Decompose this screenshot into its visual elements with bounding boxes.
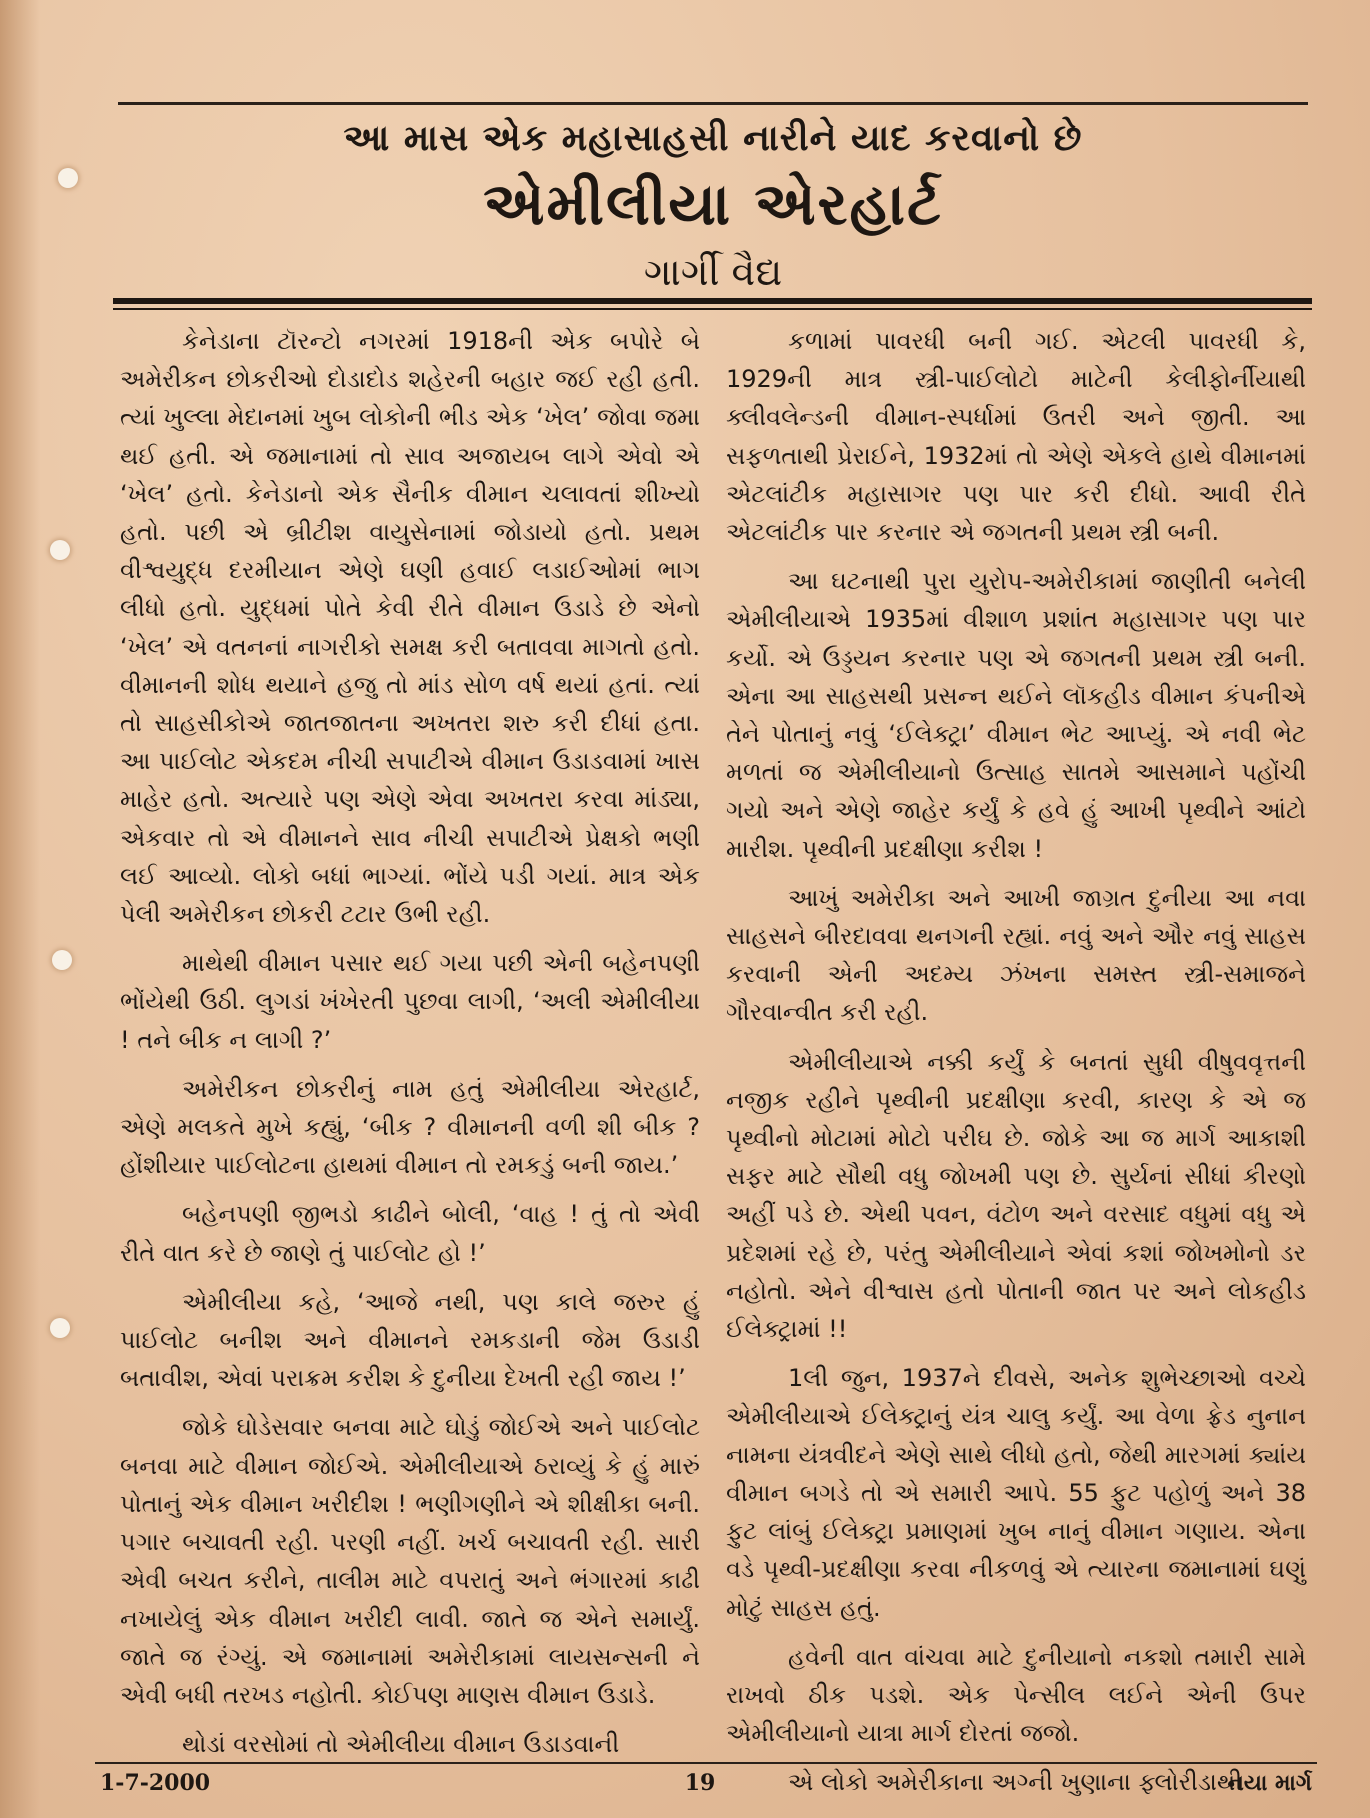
article-kicker: આ માસ એક મહાસાહસી નારીને યાદ કરવાનો છે [343,118,1083,159]
article-title: એમીલીયા એરહાર્ટ [483,170,943,238]
article-author: ગાર્ગી વૈદ્ય [643,250,783,294]
paragraph: થોડાં વરસોમાં તો એમીલીયા વીમાન ઉડાડવાની [182,1730,620,1759]
footer-rule [95,1762,1317,1764]
paragraph: જોકે ઘોડેસવાર બનવા માટે ઘોડું જોઈએ અને પાઈલોટ બનવા માટે વીમાન જોઈએ. એમીલીયાએ ઠરાવ્યું કે હું મારું પોતાનું એક વીમાન ખરીદીશ ! ભણીગણીને એ શીક્ષીકા બની. પગાર બચાવતી રહી. પરણી નહીં. ખર્ચ બચાવતી રહી. સારી એવી બચત કરીને, તાલીમ માટે વપરાતું અને ભંગારમાં કાઢી નખાયેલું એક વીમાન ખરીદી લાવી. જાતે જ એને સમાર્યું. જાતે જ રંગ્યું. એ જમાનામાં અમેરીકામાં લાયસન્સની ને એવી બધી તરખડ નહોતી. કોઈપણ માણસ વીમાન ઉડાડે. [120,1413,700,1709]
paragraph: એમીલીયા કહે, ‘આજે નથી, પણ કાલે જરુર હું પાઈલોટ બનીશ અને વીમાનને રમકડાની જેમ ઉડાડી બતાવીશ, એવાં પરાક્રમ કરીશ કે દુનીયા દેખતી રહી જાય !’ [120,1287,700,1393]
page-number: 19 [684,1770,716,1796]
binding-hole [50,1318,70,1338]
right-column [726,322,1306,1813]
left-column [120,322,700,1774]
binding-hole [52,950,72,970]
top-rule [118,102,1308,105]
header-rule-thick [113,298,1312,304]
paragraph: માથેથી વીમાન પસાર થઈ ગયા પછી એની બહેનપણી ભોંયેથી ઉઠી. લુગડાં ખંખેરતી પુછવા લાગી, ‘અલી એમીલીયા ! તને બીક ન લાગી ?’ [120,949,700,1054]
binding-hole [58,168,78,188]
header-rule-thin [113,308,1312,310]
paragraph: એ લોકો અમેરીકાના અગ્ની ખુણાના ફ્લોરીડાથી [788,1768,1243,1797]
footer-date: 1-7-2000 [100,1770,211,1796]
paragraph: કળામાં પાવરધી બની ગઈ. એટલી પાવરધી કે, 1929ની માત્ર સ્ત્રી-પાઈલોટો માટેની કેલીફોર્નીયાથી ક્લીવલેન્ડની વીમાન-સ્પર્ધામાં ઉતરી અને જીતી. આ સફળતાથી પ્રેરાઈને, 1932માં તો એણે એકલે હાથે વીમાનમાં એટલાંટીક મહાસાગર પણ પાર કરી દીધો. આવી રીતે એટલાંટીક પાર કરનાર એ જગતની પ્રથમ સ્ત્રી બની. [726,327,1306,547]
paragraph: બહેનપણી જીભડો કાઢીને બોલી, ‘વાહ ! તું તો એવી રીતે વાત કરે છે જાણે તું પાઈલોટ હો !’ [120,1200,700,1267]
paragraph: એમીલીયાએ નક્કી કર્યું કે બનતાં સુધી વીષુવવૃત્તની નજીક રહીને પૃથ્વીની પ્રદક્ષીણા કરવી, કારણ કે એ જ પૃથ્વીનો મોટામાં મોટો પરીઘ છે. જોકે આ જ માર્ગ આકાશી સફર માટે સૌથી વધુ જોખમી પણ છે. સુર્યનાં સીધાં કીરણો અહીં પડે છે. એથી પવન, વંટોળ અને વરસાદ વધુમાં વધુ એ પ્રદેશમાં રહે છે, પરંતુ એમીલીયાને એવાં કશાં જોખમોનો ડર નહોતો. એને વીશ્વાસ હતો પોતાની જાત પર અને લોકહીડ ઈલેક્ટ્રામાં !! [726,1047,1306,1344]
paragraph: આ ઘટનાથી પુરા યુરોપ-અમેરીકામાં જાણીતી બનેલી એમીલીયાએ 1935માં વીશાળ પ્રશાંત મહાસાગર પણ પાર કર્યો. એ ઉડ્ડયન કરનાર પણ એ જગતની પ્રથમ સ્ત્રી બની. એના આ સાહસથી પ્રસન્ન થઈને લૉકહીડ વીમાન કંપનીએ તેને પોતાનું નવું ‘ઈલેક્ટ્રા’ વીમાન ભેટ આપ્યું. એ નવી ભેટ મળતાં જ એમીલીયાનો ઉત્સાહ સાતમે આસમાને પહોંચી ગયો અને એણે જાહેર કર્યું કે હવે હું આખી પૃથ્વીને આંટો મારીશ. પૃથ્વીની પ્રદક્ષીણા કરીશ ! [726,567,1306,863]
page-edge-shadow [0,0,40,1818]
paragraph: કેનેડાના ટૉરન્ટો નગરમાં 1918ની એક બપોરે બે અમેરીકન છોકરીઓ દોડાદોડ શહેરની બહાર જઈ રહી હતી. ત્યાં ખુલ્લા મેદાનમાં ખુબ લોકોની ભીડ એક ‘ખેલ’ જોવા જમા થઈ હતી. એ જમાનામાં તો સાવ અજાયબ લાગે એવો એ ‘ખેલ’ હતો. કેનેડાનો એક સૈનીક વીમાન ચલાવતાં શીખ્યો હતો. પછી એ બ્રીટીશ વાયુસેનામાં જોડાયો હતો. પ્રથમ વીશ્વયુદ્ધ દરમીયાન એણે ઘણી હવાઈ લડાઈઓમાં ભાગ લીધો હતો. યુદ્ધમાં પોતે કેવી રીતે વીમાન ઉડાડે છે એનો ‘ખેલ’ એ વતનનાં નાગરીકો સમક્ષ કરી બતાવવા માગતો હતો. વીમાનની શોધ થયાને હજુ તો માંડ સોળ વર્ષ થયાં હતાં. ત્યાં તો સાહસીકોએ જાતજાતના અખતરા શરુ કરી દીધાં હતા. આ પાઈલોટ એકદમ નીચી સપાટીએ વીમાન ઉડાડવામાં ખાસ માહેર હતો. અત્યારે પણ એણે એવા અખતરા કરવા માંડ્યા, એકવાર તો એ વીમાનને સાવ નીચી સપાટીએ પ્રેક્ષકો ભણી લઈ આવ્યો. લોકો બધાં ભાગ્યાં. ભોંયે પડી ગયાં. માત્ર એક પેલી અમેરીકન છોકરી ટટાર ઉભી રહી. [120,327,700,929]
paragraph: હવેની વાત વાંચવા માટે દુનીયાનો નકશો તમારી સામે રાખવો ઠીક પડશે. એક પેન્સીલ લઈને એની ઉપર એમીલીયાનો યાત્રા માર્ગ દોરતાં જજો. [726,1642,1306,1748]
paragraph: 1લી જુન, 1937ને દીવસે, અનેક શુભેચ્છાઓ વચ્ચે એમીલીયાએ ઈલેક્ટ્રાનું યંત્ર ચાલુ કર્યું. આ વેળા ફ્રેડ નુનાન નામના યંત્રવીદને એણે સાથે લીધો હતો, જેથી મારગમાં ક્યાંય વીમાન બગડે તો એ સમારી આપે. 55 ફુટ પહોળું અને 38 ફુટ લાંબું ઈલેક્ટ્રા પ્રમાણમાં ખુબ નાનું વીમાન ગણાય. એના વડે પૃથ્વી-પ્રદક્ષીણા કરવા નીકળવું એ ત્યારના જમાનામાં ઘણું મોટું સાહસ હતું. [726,1364,1306,1622]
binding-hole [50,540,70,560]
paragraph: અમેરીકન છોકરીનું નામ હતું એમીલીયા એરહાર્ટ, એણે મલકતે મુખે કહ્યું, ‘બીક ? વીમાનની વળી શી બીક ? હોંશીયાર પાઈલોટના હાથમાં વીમાન તો રમકડું બની જાય.’ [120,1074,700,1180]
magazine-name: નયા માર્ગ [1227,1770,1312,1796]
paragraph: આખું અમેરીકા અને આખી જાગ્રત દુનીયા આ નવા સાહસને બીરદાવવા થનગની રહ્યાં. નવું અને ઔર નવું સાહસ કરવાની એની અદમ્ય ઝંખના સમસ્ત સ્ત્રી-સમાજને ગૌરવાન્વીત કરી રહી. [726,883,1306,1027]
